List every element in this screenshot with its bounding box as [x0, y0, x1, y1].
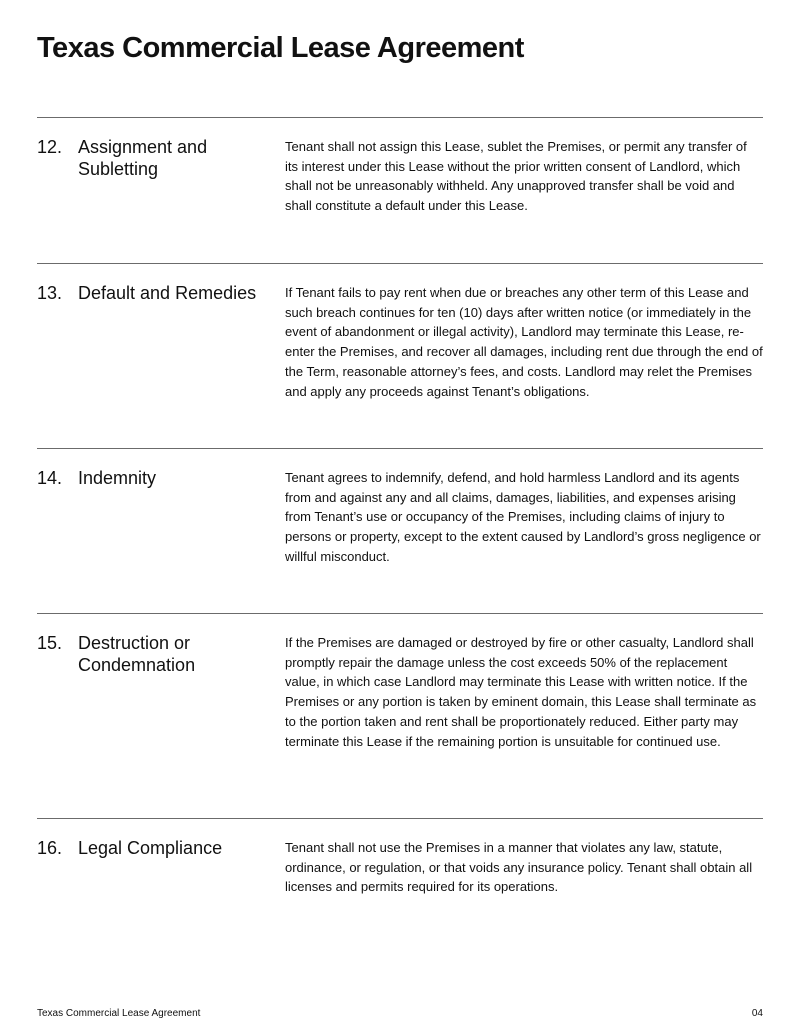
section-body: Tenant agrees to indemnify, defend, and hold harmless Landlord and its agents from and against any and all claims, damages, liabilities, and expenses arising from Tenant’s use or occupancy of the Premises, including claims of injury to persons or property, except to the extent caused by Landlord’s gross negligence or willful misconduct. — [285, 470, 761, 564]
section-divider — [37, 818, 763, 819]
section-divider — [37, 117, 763, 118]
footer-document-title: Texas Commercial Lease Agreement — [37, 1008, 201, 1019]
section-divider — [37, 613, 763, 614]
section-number: 13. — [37, 283, 63, 303]
section-number: 12. — [37, 137, 63, 157]
section-title: Assignment and Subletting — [78, 137, 208, 179]
section-title: Legal Compliance — [78, 838, 223, 858]
footer-page-number: 04 — [751, 1008, 763, 1019]
section-body: Tenant shall not assign this Lease, sublet the Premises, or permit any transfer of its interest under this Lease without the prior written consent of Landlord, which shall not be unreasonably withheld. Any unapproved transfer shall be void and shall constitute a default under this Lease. — [285, 139, 747, 214]
section-title: Default and Remedies — [78, 283, 257, 303]
section-divider — [37, 448, 763, 449]
section-body: Tenant shall not use the Premises in a manner that violates any law, statute, ordinance, or regulation, or that voids any insurance policy. Tenant shall obtain all licenses and permits required for its operations. — [285, 840, 753, 895]
section-number: 14. — [37, 468, 63, 488]
section-body: If Tenant fails to pay rent when due or breaches any other term of this Lease and such breach continues for ten (10) days after written notice (or immediately in the event of abandonment or illegal activity), Landlord may terminate this Lease, re-enter the Premises, and recover all damages, including rent due through the end of the Term, reasonable attorney’s fees, and costs. Landlord may relet the Premises and apply any proceeds against Tenant’s obligations. — [285, 285, 763, 399]
page-title: Texas Commercial Lease Agreement — [37, 32, 524, 64]
section-title: Destruction or Condemnation — [78, 633, 196, 675]
section-title: Indemnity — [78, 468, 157, 488]
section-body: If the Premises are damaged or destroyed by fire or other casualty, Landlord shall promptly repair the damage unless the cost exceeds 50% of the replacement value, in which case Landlord may terminate this Lease with written notice. If the Premises or any portion is taken by eminent domain, this Lease shall terminate as to the portion taken and rent shall be proportionately reduced. Either party may terminate this Lease if the remaining portion is unsuitable for continued use. — [285, 635, 757, 749]
section-number: 15. — [37, 633, 63, 653]
section-divider — [37, 263, 763, 264]
section-number: 16. — [37, 838, 63, 858]
